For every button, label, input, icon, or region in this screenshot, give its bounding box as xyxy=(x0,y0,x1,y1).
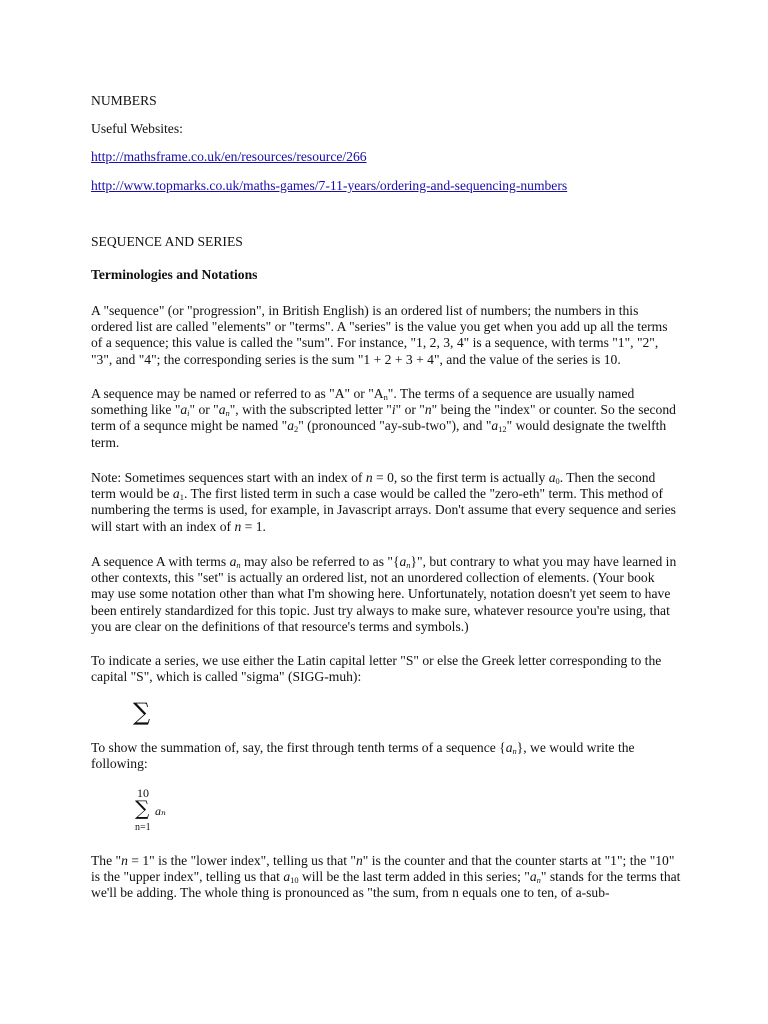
summation-notation xyxy=(133,786,193,836)
link-mathsframe[interactable]: http://mathsframe.co.uk/en/resources/resource/266 xyxy=(91,149,367,164)
paragraph-sequence-definition: A "sequence" (or "progression", in British English) is an ordered list of numbers; the numbers in this ordered list are called "elements" or "terms". A "series" is the value you get when you add up all the terms of a sequence; this value is called the "sum". For instance, "1, 2, 3, 4" is a sequence, with terms "1", "2", "3", and "4"; the corresponding series is the sum "1 + 2 + 3 + 4", and the value of the series is 10. xyxy=(91,303,668,367)
useful-websites-label: Useful Websites: xyxy=(91,121,183,136)
summation-term: aₙ xyxy=(155,804,166,818)
paragraph-summation-example: To show the summation of, say, the first through tenth terms of a sequence $\{a_n\}$, we would write the following: xyxy=(91,740,635,772)
link-topmarks[interactable]: http://www.topmarks.co.uk/maths-games/7-11-years/ordering-and-sequencing-numbers xyxy=(91,178,568,193)
heading-sequence-and-series: SEQUENCE AND SERIES xyxy=(91,234,243,249)
link-mathsframe-container xyxy=(91,149,681,165)
paragraph-index-explanation: The "n = 1" is the "lower index", telling us that "n" is the counter and that the counter starts at "1"; the "10" is the "upper index", telling us that $a_{10}$ will be the last term added in this series; "$a_n$" stands for the terms that we'll be adding. The whole thing is pronounced as "the sum, from n equals one to ten, of a-sub- xyxy=(91,853,681,901)
summation-sigma: ∑ xyxy=(135,796,150,820)
paragraph-series-sigma: To indicate a series, we use either the Latin capital letter "S" or else the Greek letter corresponding to the capital "S", which is called "sigma" (SIGG-muh): xyxy=(91,653,662,685)
paragraph-set-notation: A sequence A with terms $a_n$ may also be referred to as "$\{a_n\}$", but contrary to what you may have learned in other contexts, this "set" is actually an ordered list, not an unordered collection of elements. (Your book may use some notation other than what I'm showing here. Unfortunately, notation doesn't yet seem to have been entirely standardized for this topic. Just try always to make sure, whatever resource you're using, that you are clear on the definitions of that resource's terms and symbols.) xyxy=(91,554,677,634)
heading-terminologies: Terminologies and Notations xyxy=(91,267,258,282)
paragraph-zero-index-note: Note: Sometimes sequences start with an index of n = 0, so the first term is actually $a_0$. Then the second term would be $a_1$. The first listed term in such a case would be called the "zero-eth" term. This method of numbering the terms is used, for example, in Javascript arrays. Don't assume that every sequence and series will start with an index of n = 1. xyxy=(91,470,676,534)
summation-upper-index: 10 xyxy=(137,786,149,800)
link-topmarks-container xyxy=(91,178,681,194)
heading-numbers: NUMBERS xyxy=(91,93,157,108)
paragraph-sequence-naming: A sequence may be named or referred to as "A" or "$A_n$". The terms of a sequence are usually named something like "$a_i$" or "$a_n$", with the subscripted letter "i" or "n" being the "index" or counter. So the second term of a sequnce might be named "$a_2$" (pronounced "ay-sub-two"), and "$a_{12}$" would designate the twelfth term. xyxy=(91,386,676,450)
summation-lower-index: n=1 xyxy=(135,822,151,833)
sigma-symbol: ∑ xyxy=(133,698,151,726)
